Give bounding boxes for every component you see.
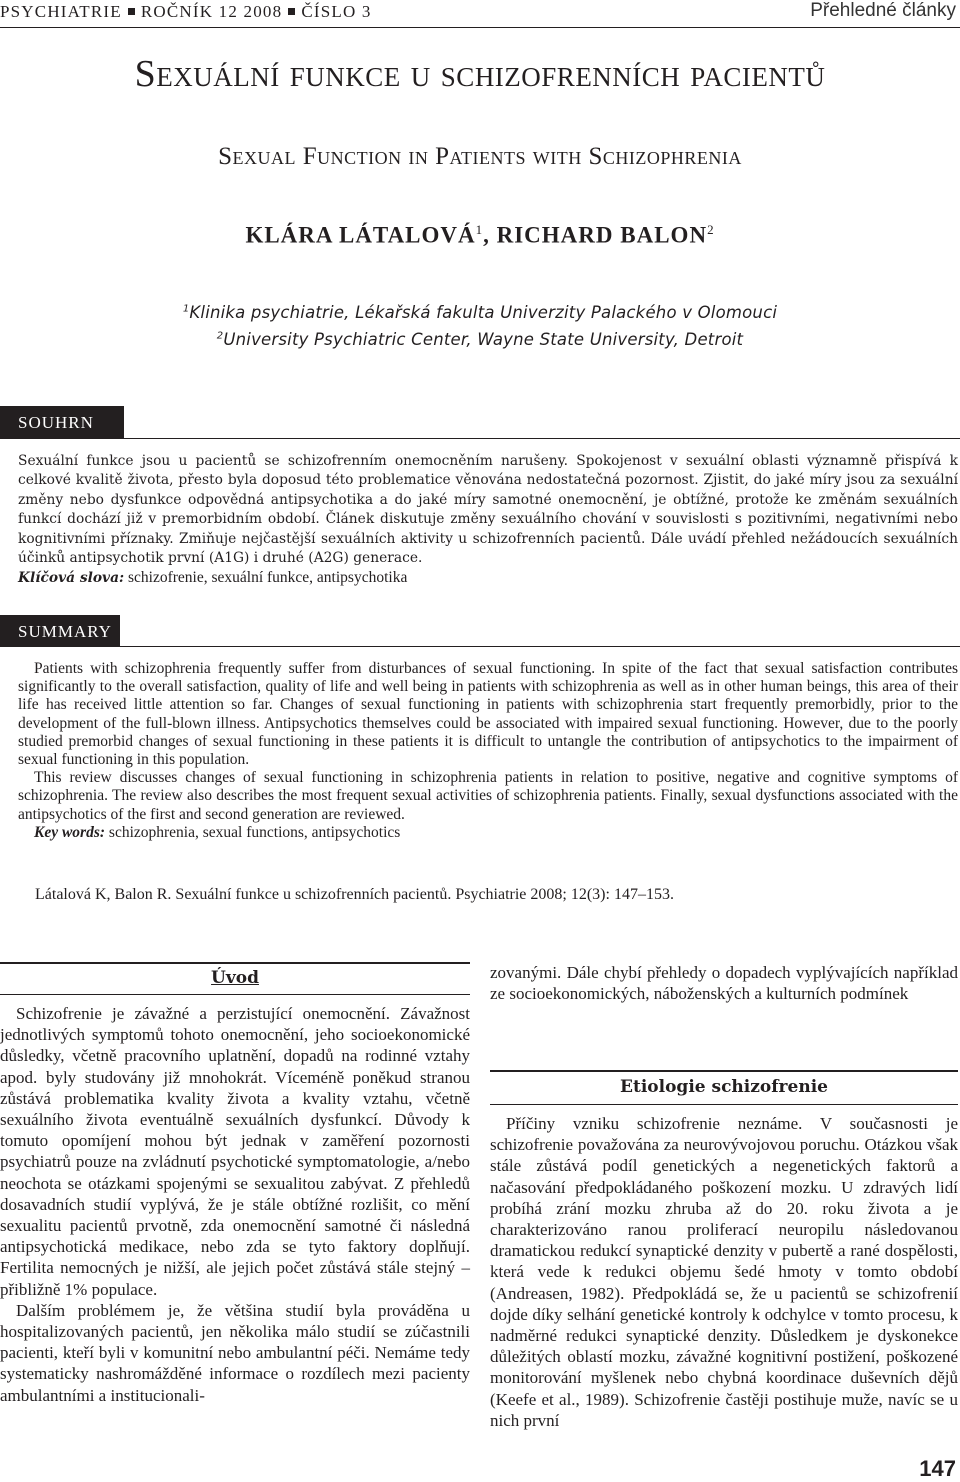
souhrn-label: SOUHRN [0,406,124,439]
column-rule [490,1070,958,1072]
keywords-text: schizofrenie, sexuální funkce, antipsychotika [124,569,408,587]
affiliation-marker: 1 [182,303,190,315]
section-rule [124,438,960,439]
author-name: KLÁRA LÁTALOVÁ [245,222,476,248]
keywords-line [18,568,958,588]
body-paragraph: Příčiny vzniku schizofrenie neznáme. V současnosti je schizofrenie považována za neurovývojovou poruchu. Otázkou však stále zůstává podíl genetických a negenetických faktorů a načasování předpokládaného poškození mozku. U zdravých lidí probíhá zrání mozku zhruba až do 20. roku života a je charakterizováno ranou proliferací neuropilu následovanou dramatickou redukcí synaptické denzity v pubertě a rané dospělosti, která vede k redukci objemu šedé hmoty v tomto období (Andreasen, 1982). Předpokládá se, že u pacientů se schizofrenií dojde díky selhání genetické kontroly k odchylce v tomto procesu, k nadměrné redukci synaptické denzity. Důsledkem je dyskonekce důležitých oblastí mozku, závažné kognitivní postižení, poškozené monitorování myšlenek nebo chybná koordinace duševních dějů (Keefe et al., 1989). Schizofrenie častěji postihuje muže, navíc se u nich první [490,1114,958,1430]
article-title-english: Sexual Function in Patients with Schizophrenia [218,143,742,170]
english-abstract [18,660,958,842]
journal-name: PSYCHIATRIE [0,2,122,21]
column-rule [0,962,470,964]
square-bullet-icon [128,8,135,15]
affiliation-text: Klinika psychiatrie, Lékařská fakulta Univerzity Palackého v Olomouci [189,303,778,322]
square-bullet-icon [288,8,295,15]
journal-issue: ČÍSLO 3 [301,2,372,21]
journal-volume: ROČNÍK 12 [140,2,239,21]
body-paragraph: Schizofrenie je závažné a perzistující onemocnění. Závažnost jednotlivých symptomů tohoto onemocnění, jeho socioekonomické důsledky, včetně pracovního uplatnění, dopadů na rodinné vztahy apod. byly studovány již mnohokrát. Víceméně poněkud stranou zůstává problematika kvality života a kvality vztahu, včetně sexuálního života eventuálně sexuálních dysfunkcí. Důvody k tomuto opomíjení mohou být jednak v zaměření pozornosti psychiatrů pouze na zvládnutí psychotické symptomatologie, a/nebo neochota se otázkami spojenými se sexualitou zabývat. Z přehledů dosavadních studií vyplývá, že je stále obtížné rozlišit, co mění sexualitu pacientů prvotně, zda onemocnění samotné či následná antipsychotická medikace, nebo zda se tyto faktory doplňují. Fertilita nemocných je nižší, ale jejich počet zůstává stále stejný – přibližně 1% populace. [0,1004,470,1299]
section-rule [120,646,960,647]
left-column-text [0,1003,470,1406]
keywords-line [18,824,958,842]
summary-label: SUMMARY [0,615,120,647]
journal-year: 2008 [243,2,283,21]
article-title-czech: Sexuální funkce u schizofrenních pacientů [134,53,826,95]
page-number: 147 [919,1456,956,1481]
running-header-section: Přehledné články [810,0,956,21]
author-name: RICHARD BALON [496,222,708,248]
keywords-text: schizophrenia, sexual functions, antipsychotics [105,823,401,841]
czech-abstract [18,452,958,589]
running-header-journal [0,2,372,22]
section-heading-etiologie: Etiologie schizofrenie [620,1077,828,1097]
affiliation-marker: 2 [707,222,715,237]
column-rule [490,1104,958,1105]
citation-line: Látalová K, Balon R. Sexuální funkce u schizofrenních pacientů. Psychiatrie 2008; 12(3): 147–153. [35,886,674,903]
body-paragraph: zovanými. Dále chybí přehledy o dopadech vyplývajících například ze socioekonomických, náboženských a kulturních podmínek [490,963,958,1004]
affiliation-text: University Psychiatric Center, Wayne State University, Detroit [223,330,744,349]
right-column-text [490,1113,958,1431]
abstract-paragraph: This review discusses changes of sexual functioning in schizophrenia patients in relation to positive, negative and cognitive symptoms of schizophrenia. The review also describes the most frequent sexual activities of schizophrenia patients. Finally, sexual dysfunctions associated with the antipsychotics of the first and second generation are reviewed. [18,769,958,823]
abstract-paragraph: Sexuální funkce jsou u pacientů se schizofrenním onemocněním narušeny. Spokojenost v sexuální oblasti významně přispívá k celkové kvalitě života, přesto byla doposud této problematice věnována nedostatečná pozornost. Zjistit, do jaké míry jsou za sexuální změny nebo dysfunkce odpovědná antipsychotika a do jaké míry samotné onemocnění, je obtížné, protože ke změnám sexuálních funkcí dochází již v premorbidním období. Článek diskutuje změny sexuálního chování v souvislosti s pozitivními, negativními nebo kognitivními příznaky. Zmiňuje nejčastější sexuálních aktivity u schizofrenních pacientů. Dále uvádí přehled nežádoucích sexuálních účinků antipsychotik první (A1G) i druhé (A2G) generace. [18,453,958,567]
author-list [0,222,960,249]
keywords-label: Key words: [34,823,106,841]
header-rule [0,27,960,28]
affiliation-marker: 2 [216,330,224,342]
affiliation-marker: 1 [475,222,484,237]
section-heading-uvod: Úvod [211,968,259,988]
author-separator: , [483,222,497,248]
body-paragraph: Dalším problémem je, že většina studií byla prováděna u hospitalizovaných pacientů, jen několika málo studií se zúčastnili pacienti, kteří byli v komunitní nebo ambulantní péči. Nemáme tedy systematicky nashromážděné informace o rozdílech mezi pacienty ambulantními a institucionali- [0,1300,470,1405]
abstract-paragraph: Patients with schizophrenia frequently suffer from disturbances of sexual functioning. In spite of the fact that sexual satisfaction contributes significantly to the overall satisfaction, quality of life and well being in patients with schizophrenia as well as in other human beings, this area of their life has received little attention so far. Changes of sexual functioning in patients with schizophrenia start frequently premorbidly, prior to the development of the full-blown illness. Antipsychotics themselves could be associated with impaired sexual functioning. However, due to the poorly studied premorbid changes of sexual functioning in these patients it is difficult to untangle the contribution of antipsychotics to the impairment of sexual functioning in this population. [18,660,958,769]
right-column-text [490,962,958,1004]
column-rule [0,994,470,995]
affiliation [0,330,960,349]
keywords-label: Klíčová slova: [18,570,125,587]
affiliation [0,303,960,322]
